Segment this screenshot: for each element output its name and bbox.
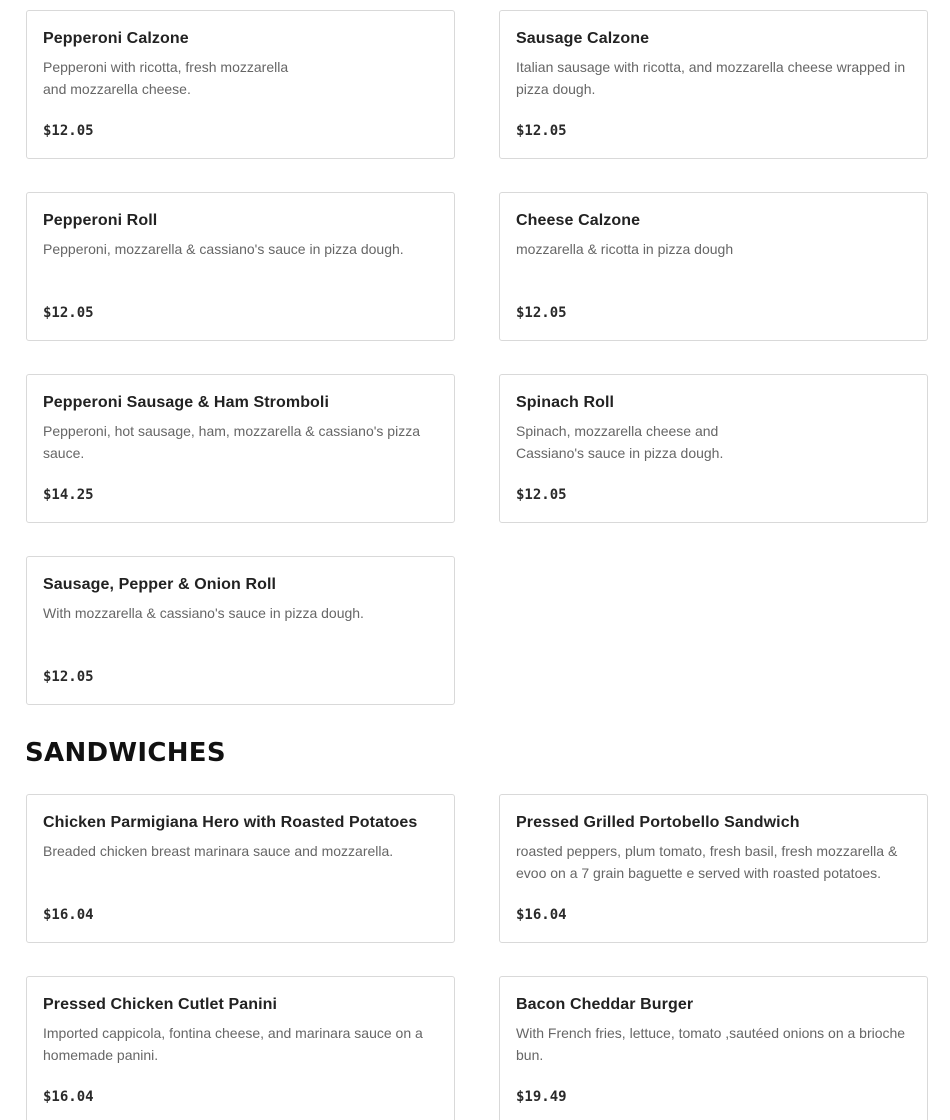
menu-item-name: Bacon Cheddar Burger	[516, 996, 694, 1013]
menu-item-name: Pepperoni Calzone	[43, 30, 189, 47]
menu-item-name: Sausage Calzone	[516, 30, 650, 47]
menu-item-card[interactable]	[26, 374, 455, 523]
menu-item-description: Breaded chicken breast marinara sauce and mozzarella.	[43, 843, 394, 859]
menu-item-card[interactable]	[499, 794, 928, 943]
menu-item-name: Sausage, Pepper & Onion Roll	[43, 576, 277, 593]
menu-item-price: $19.49	[516, 1089, 567, 1105]
menu-item-card[interactable]	[499, 192, 928, 341]
menu-item-card[interactable]	[499, 976, 928, 1120]
menu-item-description: With mozzarella & cassiano's sauce in pizza dough.	[43, 605, 364, 621]
menu-item-description: mozzarella & ricotta in pizza dough	[516, 241, 734, 257]
menu-item-price: $12.05	[516, 305, 567, 321]
section-heading-sandwiches: SANDWICHES	[25, 738, 226, 768]
menu-item-description: Pepperoni, mozzarella & cassiano's sauce in pizza dough.	[43, 241, 404, 257]
menu-item-card[interactable]	[26, 794, 455, 943]
menu-item-card[interactable]	[26, 192, 455, 341]
menu-item-price: $16.04	[43, 1089, 94, 1105]
menu-item-card[interactable]	[499, 10, 928, 159]
menu-item-description: Italian sausage with ricotta, and mozzarella cheese wrapped in pizza dough.	[516, 59, 906, 97]
menu-item-price: $12.05	[516, 123, 567, 139]
menu-item-description: With French fries, lettuce, tomato ,sautéed onions on a brioche bun.	[516, 1025, 906, 1063]
menu-item-name: Pressed Chicken Cutlet Panini	[43, 996, 278, 1013]
menu-item-card[interactable]	[499, 374, 928, 523]
menu-item-description: Pepperoni, hot sausage, ham, mozzarella & cassiano's pizza sauce.	[43, 423, 420, 461]
menu-item-price: $12.05	[43, 123, 94, 139]
menu-item-name: Chicken Parmigiana Hero with Roasted Potatoes	[43, 814, 418, 831]
menu-item-name: Pepperoni Sausage & Ham Stromboli	[43, 394, 330, 411]
menu-item-card[interactable]	[26, 976, 455, 1120]
menu-item-card[interactable]	[26, 556, 455, 705]
menu-item-price: $14.25	[43, 487, 94, 503]
menu-item-description: Imported cappicola, fontina cheese, and marinara sauce on a homemade panini.	[43, 1025, 423, 1063]
menu-item-card[interactable]	[26, 10, 455, 159]
menu-item-name: Pressed Grilled Portobello Sandwich	[516, 814, 800, 831]
menu-item-name: Spinach Roll	[516, 394, 615, 411]
menu-item-price: $12.05	[516, 487, 567, 503]
menu-item-price: $16.04	[516, 907, 567, 923]
menu-item-description: Spinach, mozzarella cheese and Cassiano's sauce in pizza dough.	[516, 423, 724, 461]
menu-item-price: $12.05	[43, 669, 94, 685]
menu-item-price: $16.04	[43, 907, 94, 923]
menu-item-description: Pepperoni with ricotta, fresh mozzarella and mozzarella cheese.	[43, 59, 289, 97]
menu-item-price: $12.05	[43, 305, 94, 321]
menu-item-name: Pepperoni Roll	[43, 212, 158, 229]
menu-item-description: roasted peppers, plum tomato, fresh basil, fresh mozzarella & evoo on a 7 grain baguette e served with roasted potatoes.	[516, 843, 898, 881]
menu-item-name: Cheese Calzone	[516, 212, 641, 229]
